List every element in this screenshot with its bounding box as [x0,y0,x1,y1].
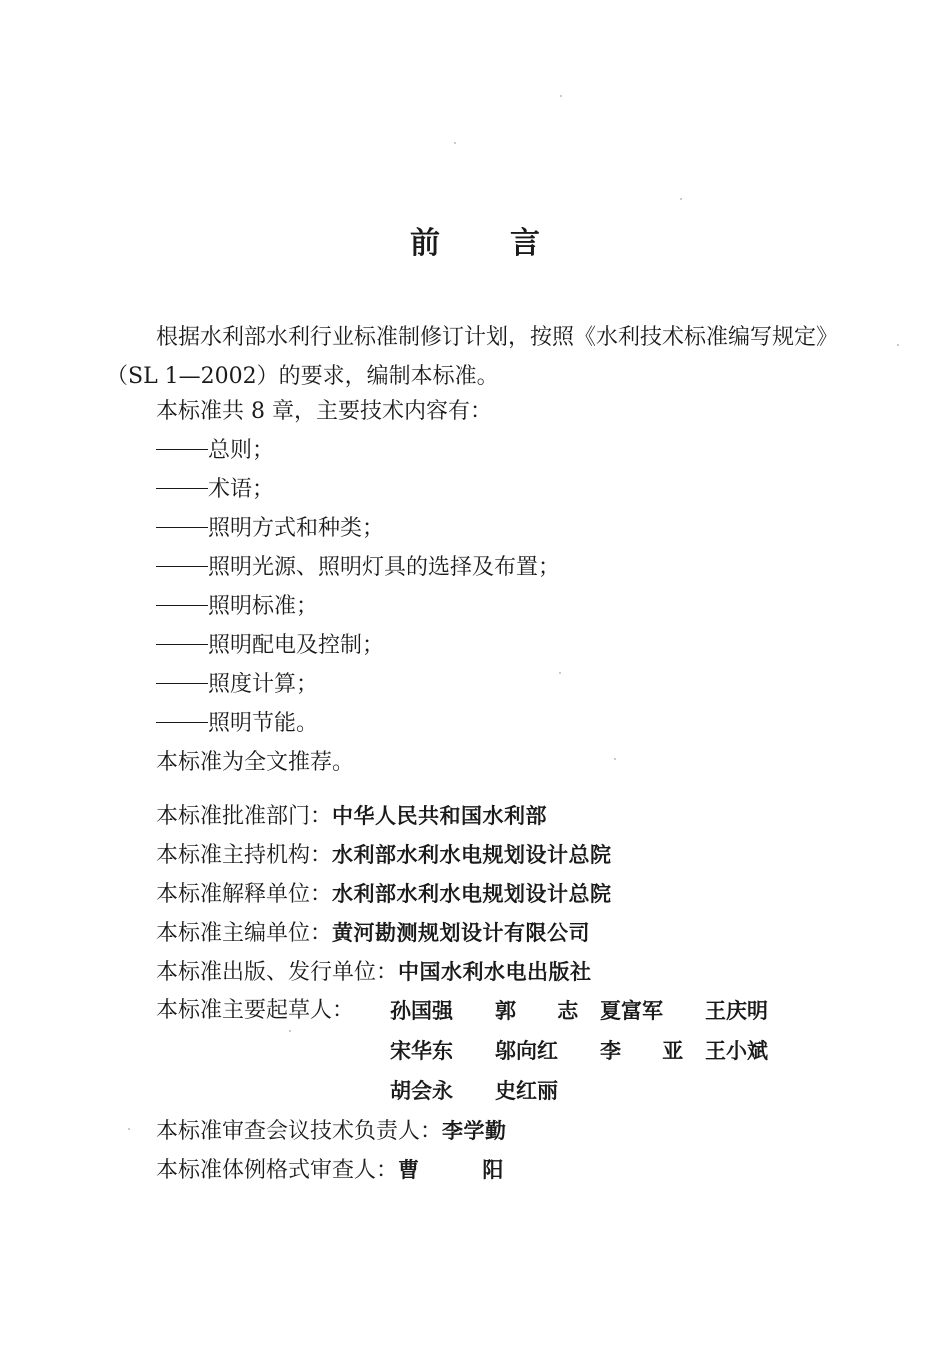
drafter-name: 李 亚 [600,1039,701,1063]
drafter-name: 王小斌 [705,1039,768,1063]
dash-mark [156,566,208,567]
drafter-name: 孙国强 [390,999,453,1023]
drafter-name: 夏富军 [600,999,663,1023]
drafters-row-1 [390,996,810,1026]
drafter-name: 胡会永 [390,1079,453,1103]
scan-speck [454,142,456,144]
page-title [0,218,950,262]
list-item: 照明配电及控制； [156,631,384,661]
drafters-row-2 [390,1036,810,1066]
drafter-name: 王庆明 [705,999,768,1023]
info-row-publisher: 本标准出版、发行单位：中国水利水电出版社 [156,960,592,985]
list-item: 照明光源、照明灯具的选择及布置； [156,553,560,583]
dash-mark [156,449,208,450]
dash-mark [156,488,208,489]
dash-mark [156,527,208,528]
info-row-host: 本标准主持机构：水利部水利水电规划设计总院 [156,843,612,868]
info-row-approver: 本标准批准部门：中华人民共和国水利部 [156,804,548,829]
list-item: 照明方式和种类； [156,514,384,544]
tech-reviewer-row: 本标准审查会议技术负责人：李学勤 [156,1119,507,1144]
list-item: 总则； [156,436,274,466]
list-item: 照明节能。 [156,709,318,739]
info-row-interpreter: 本标准解释单位：水利部水利水电规划设计总院 [156,882,612,907]
list-item: 照度计算； [156,670,318,700]
info-row-chief-editor: 本标准主编单位：黄河勘测规划设计有限公司 [156,921,591,946]
scan-speck [128,1128,130,1130]
title-char-1: 前 [410,226,440,261]
dash-mark [156,605,208,606]
intro-paragraph: 根据水利部水利行业标准制修订计划，按照《水利技术标准编写规定》（SL 1—2002）的要求，编制本标准。 [106,325,839,389]
scan-speck [559,672,561,674]
list-item: 照明标准； [156,592,318,622]
format-reviewer-row: 本标准体例格式审查人：曹 阳 [156,1158,532,1183]
scan-speck [289,1030,291,1032]
drafters-row-3 [390,1076,600,1106]
chapters-intro: 本标准共 8 章，主要技术内容有： [156,399,492,424]
drafter-name: 郭 志 [495,999,596,1023]
dash-mark [156,722,208,723]
dash-mark [156,644,208,645]
scan-speck [680,198,682,200]
drafter-name: 宋华东 [390,1039,453,1063]
scan-speck [897,344,899,346]
scan-speck [560,95,562,97]
list-item: 术语； [156,475,274,505]
drafter-name: 邬向红 [495,1039,558,1063]
drafters-label: 本标准主要起草人： [156,998,355,1023]
drafter-name: 史红丽 [495,1079,558,1103]
dash-mark [156,683,208,684]
recommendation-text: 本标准为全文推荐。 [156,750,355,775]
title-char-2: 言 [510,226,540,261]
scan-speck [614,758,616,760]
